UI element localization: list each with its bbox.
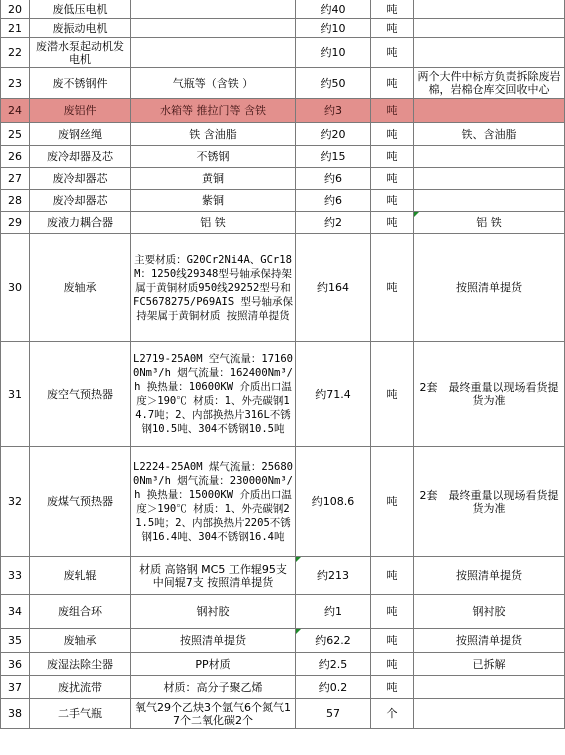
table-row — [1, 38, 565, 68]
item-note — [414, 676, 565, 699]
row-number: 30 — [1, 234, 30, 342]
row-number: 34 — [1, 595, 30, 629]
table-row — [1, 146, 565, 168]
row-number: 26 — [1, 146, 30, 168]
table-row — [1, 123, 565, 146]
item-description: 主要材质：G20Cr2Ni4A、GCr18M：1250线29348型号轴承保持架属于黄铜材质950线29252型号和FC5678275/P69AIS 型号轴承保持架属于黄铜材质 按照清单提货 — [131, 234, 296, 342]
quantity-text: 约62.2 — [315, 634, 351, 647]
item-name: 废液力耦合器 — [30, 212, 131, 234]
item-quantity: 约50 — [296, 68, 371, 99]
row-number: 36 — [1, 653, 30, 676]
table-row — [1, 595, 565, 629]
cell-marker — [414, 212, 419, 217]
item-unit: 吨 — [371, 123, 414, 146]
item-unit: 吨 — [371, 595, 414, 629]
item-unit: 吨 — [371, 168, 414, 190]
table-row — [1, 234, 565, 342]
table-row — [1, 190, 565, 212]
item-quantity: 约0.2 — [296, 676, 371, 699]
item-note — [414, 0, 565, 19]
row-number: 23 — [1, 68, 30, 99]
row-number: 20 — [1, 0, 30, 19]
item-name: 废组合环 — [30, 595, 131, 629]
item-description: 不锈钢 — [131, 146, 296, 168]
item-unit: 吨 — [371, 38, 414, 68]
item-note — [414, 19, 565, 38]
item-quantity — [296, 629, 371, 653]
table-row — [1, 19, 565, 38]
item-name: 废钢丝绳 — [30, 123, 131, 146]
item-name: 废煤气预热器 — [30, 447, 131, 557]
item-unit: 吨 — [371, 146, 414, 168]
item-note: 按照清单提货 — [414, 557, 565, 595]
item-description — [131, 38, 296, 68]
item-quantity: 约15 — [296, 146, 371, 168]
item-note — [414, 168, 565, 190]
item-note — [414, 190, 565, 212]
item-description — [131, 0, 296, 19]
row-number: 33 — [1, 557, 30, 595]
row-number: 24 — [1, 99, 30, 123]
item-unit: 吨 — [371, 0, 414, 19]
item-description: L2719-25A0M 空气流量：171600Nm³/h 烟气流量：162400Nm³/h 换热量：10600KW 介质出口温度＞190℃ 材质：1、外壳碳钢14.7吨；2、内部换热片316L不锈钢10.5吨、304不锈钢10.5吨 — [131, 342, 296, 447]
cell-marker — [296, 557, 301, 562]
item-description: 铁 含油脂 — [131, 123, 296, 146]
item-name: 废不锈钢件 — [30, 68, 131, 99]
item-name: 废轴承 — [30, 629, 131, 653]
item-name: 废振动电机 — [30, 19, 131, 38]
table-row — [1, 168, 565, 190]
item-quantity: 约20 — [296, 123, 371, 146]
quantity-text: 约213 — [317, 569, 349, 582]
item-quantity: 约6 — [296, 168, 371, 190]
table-row — [1, 676, 565, 699]
item-quantity: 约40 — [296, 0, 371, 19]
item-description: L2224-25A0M 煤气流量：256800Nm³/h 烟气流量：230000Nm³/h 换热量：15000KW 介质出口温度＞190℃ 材质：1、外壳碳钢21.5吨；2、内部换热片2205不锈钢16.4吨、304不锈钢16.4吨 — [131, 447, 296, 557]
item-note — [414, 699, 565, 729]
row-number: 31 — [1, 342, 30, 447]
item-description: 气瓶等（含铁 ） — [131, 68, 296, 99]
item-description: 材质 高铬钢 MC5 工作辊95支 中间辊7支 按照清单提货 — [131, 557, 296, 595]
item-note — [414, 212, 565, 234]
item-unit: 吨 — [371, 557, 414, 595]
row-number: 27 — [1, 168, 30, 190]
item-quantity: 约108.6 — [296, 447, 371, 557]
item-quantity: 约71.4 — [296, 342, 371, 447]
item-note — [414, 146, 565, 168]
item-unit: 吨 — [371, 190, 414, 212]
item-description: 铝 铁 — [131, 212, 296, 234]
item-unit: 个 — [371, 699, 414, 729]
item-quantity: 约10 — [296, 19, 371, 38]
item-unit: 吨 — [371, 629, 414, 653]
item-unit: 吨 — [371, 99, 414, 123]
item-name: 废轴承 — [30, 234, 131, 342]
item-quantity: 约3 — [296, 99, 371, 123]
item-description — [131, 19, 296, 38]
item-note: 两个大件中标方负责拆除废岩棉，岩棉仓库交回收中心 — [414, 68, 565, 99]
item-description: 水箱等 推拉门等 含铁 — [131, 99, 296, 123]
item-quantity — [296, 557, 371, 595]
item-note: 已拆解 — [414, 653, 565, 676]
cell-marker — [296, 629, 301, 634]
item-note: 钢衬胶 — [414, 595, 565, 629]
item-unit: 吨 — [371, 653, 414, 676]
item-name: 废冷却器及芯 — [30, 146, 131, 168]
table-row — [1, 68, 565, 99]
table-row — [1, 0, 565, 19]
item-name: 废轧辊 — [30, 557, 131, 595]
table-row — [1, 212, 565, 234]
item-description: 紫铜 — [131, 190, 296, 212]
row-number: 28 — [1, 190, 30, 212]
item-unit: 吨 — [371, 68, 414, 99]
item-description: PP材质 — [131, 653, 296, 676]
item-quantity: 约2.5 — [296, 653, 371, 676]
item-name: 废扰流带 — [30, 676, 131, 699]
item-name: 废冷却器芯 — [30, 190, 131, 212]
table-row — [1, 629, 565, 653]
row-number: 29 — [1, 212, 30, 234]
item-note: 按照清单提货 — [414, 629, 565, 653]
table-row — [1, 699, 565, 729]
item-name: 废冷却器芯 — [30, 168, 131, 190]
item-note — [414, 99, 565, 123]
item-name: 废低压电机 — [30, 0, 131, 19]
item-quantity: 约1 — [296, 595, 371, 629]
row-number: 37 — [1, 676, 30, 699]
item-quantity: 约2 — [296, 212, 371, 234]
row-number: 21 — [1, 19, 30, 38]
item-unit: 吨 — [371, 447, 414, 557]
item-description: 氧气29个乙炔3个氩气6个氮气17个二氧化碳2个 — [131, 699, 296, 729]
item-note: 铁、含油脂 — [414, 123, 565, 146]
table-row-highlighted — [1, 99, 565, 123]
item-quantity: 约164 — [296, 234, 371, 342]
table-row — [1, 342, 565, 447]
item-name: 废空气预热器 — [30, 342, 131, 447]
row-number: 35 — [1, 629, 30, 653]
row-number: 32 — [1, 447, 30, 557]
table-row — [1, 447, 565, 557]
item-unit: 吨 — [371, 19, 414, 38]
item-note: 2套 最终重量以现场看货提货为准 — [414, 447, 565, 557]
item-unit: 吨 — [371, 342, 414, 447]
row-number: 25 — [1, 123, 30, 146]
item-description: 钢衬胶 — [131, 595, 296, 629]
item-quantity: 约10 — [296, 38, 371, 68]
item-note — [414, 38, 565, 68]
item-description: 材质：高分子聚乙烯 — [131, 676, 296, 699]
item-unit: 吨 — [371, 212, 414, 234]
note-text: 铝 铁 — [476, 216, 502, 229]
item-unit: 吨 — [371, 234, 414, 342]
item-description: 按照清单提货 — [131, 629, 296, 653]
item-name: 废铝件 — [30, 99, 131, 123]
item-name: 废潜水泵起动机发电机 — [30, 38, 131, 68]
table-row — [1, 653, 565, 676]
item-name: 废湿法除尘器 — [30, 653, 131, 676]
item-unit: 吨 — [371, 676, 414, 699]
item-quantity: 57 — [296, 699, 371, 729]
item-quantity: 约6 — [296, 190, 371, 212]
item-note: 2套 最终重量以现场看货提货为准 — [414, 342, 565, 447]
item-note: 按照清单提货 — [414, 234, 565, 342]
table-row — [1, 557, 565, 595]
item-description: 黄铜 — [131, 168, 296, 190]
item-name: 二手气瓶 — [30, 699, 131, 729]
row-number: 38 — [1, 699, 30, 729]
row-number: 22 — [1, 38, 30, 68]
